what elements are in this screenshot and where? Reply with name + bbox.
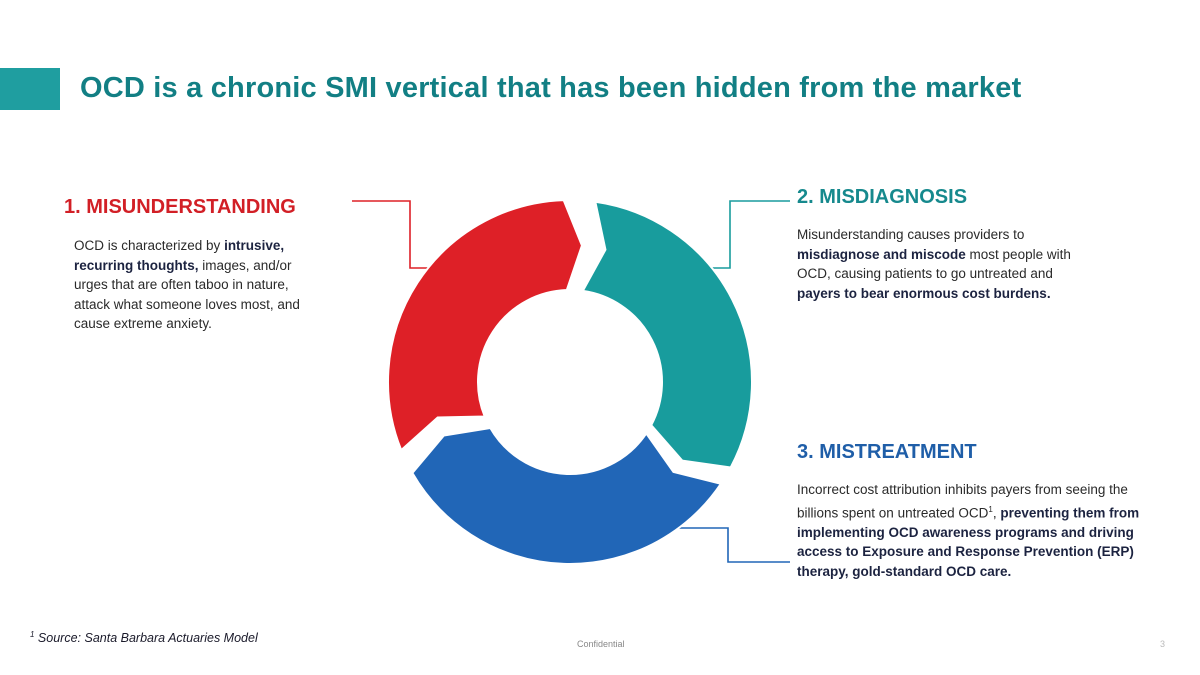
text-run: , — [992, 505, 1001, 520]
heading-misdiagnosis: 2. MISDIAGNOSIS — [797, 186, 968, 208]
footnote — [30, 630, 258, 645]
bold-text-run: preventing them from implementing OCD awareness programs and driving access to Exposure and Response Prevention (ERP) therapy, gold-standard OCD care. — [797, 505, 1140, 579]
page-number: 3 — [1160, 639, 1166, 649]
page-title: OCD is a chronic SMI vertical that has been hidden from the market — [80, 72, 1022, 104]
bold-text-run: misdiagnose and miscode — [797, 246, 966, 262]
text-misdiagnosis — [797, 225, 1082, 303]
footnote-marker: 1 — [30, 630, 35, 639]
heading-mistreatment: 3. MISTREATMENT — [797, 441, 977, 463]
confidential-label: Confidential — [577, 639, 625, 649]
heading-misunderstanding: 1. MISUNDERSTANDING — [64, 196, 296, 218]
cycle-diagram — [380, 192, 760, 572]
text-run: most people with OCD, causing patients to go untreated and — [797, 246, 1071, 281]
cycle-segment-misdiagnosis — [583, 202, 752, 468]
cycle-segment-misunderstanding — [388, 200, 582, 450]
text-run: images, and/or urges that are often taboo in nature, attack what someone loves most, and cause extreme anxiety. — [74, 257, 300, 331]
bold-text-run: intrusive, recurring thoughts, — [74, 238, 285, 273]
text-run: Misunderstanding causes providers to — [797, 227, 1025, 242]
text-mistreatment — [797, 480, 1142, 581]
footnote-text: Source: Santa Barbara Actuaries Model — [34, 631, 258, 646]
text-misunderstanding — [74, 236, 319, 334]
text-run: Incorrect cost attribution inhibits payers from seeing the billions spent on untreated OCD — [797, 482, 1128, 520]
text-run: 1 — [988, 504, 993, 514]
text-run: OCD is characterized by — [74, 238, 225, 253]
bold-text-run: payers to bear enormous cost burdens. — [797, 285, 1051, 301]
